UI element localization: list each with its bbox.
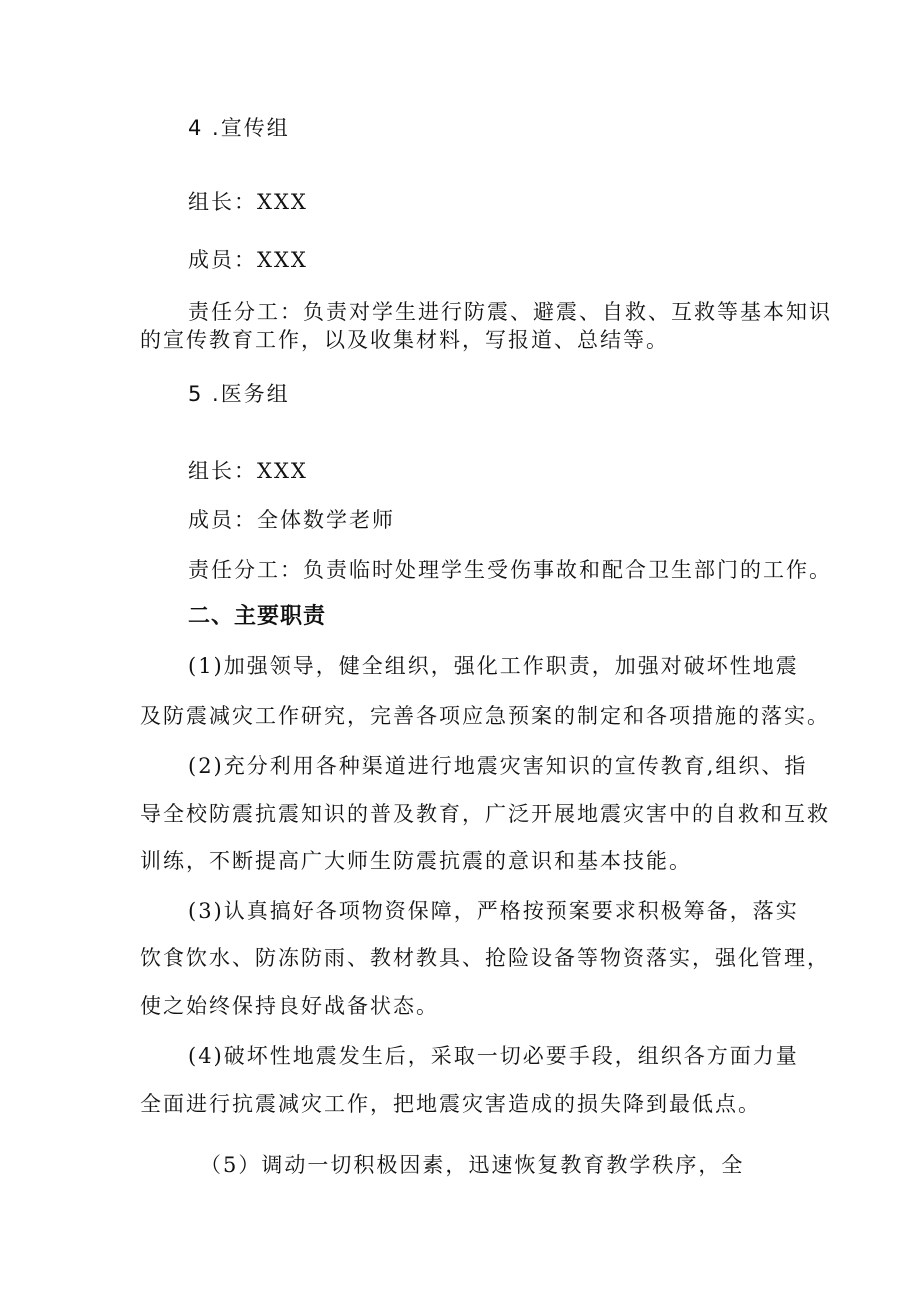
item-4-line-1: (4)破坏性地震发生后，采取一切必要手段，组织各方面力量 xyxy=(188,1044,799,1068)
item-3-line-2: 饮食饮水、防冻防雨、教材教具、抢险设备等物资落实，强化管理， xyxy=(140,946,830,970)
item-1-line-2: 及防震减灾工作研究，完善各项应急预案的制定和各项措施的落实。 xyxy=(140,704,830,728)
section-5-members: 成员：全体数学老师 xyxy=(188,508,395,532)
item-2-line-2: 导全校防震抗震知识的普及教育，广泛开展地震灾害中的自救和互救 xyxy=(140,802,830,826)
section-5-leader: 组长：XXX xyxy=(188,459,308,483)
item-1-line-1: (1)加强领导，健全组织，强化工作职责，加强对破坏性地震 xyxy=(188,654,799,678)
item-2-line-1: (2)充分利用各种渠道进行地震灾害知识的宣传教育,组织、指 xyxy=(188,754,808,778)
section-4-members: 成员：XXX xyxy=(188,248,308,272)
section-4-duty-line-2: 的宣传教育工作，以及收集材料，写报道、总结等。 xyxy=(140,328,669,352)
item-4-line-2: 全面进行抗震减灾工作，把地震灾害造成的损失降到最低点。 xyxy=(140,1092,761,1116)
item-3-line-1: (3)认真搞好各项物资保障，严格按预案要求积极筹备，落实 xyxy=(188,899,799,923)
section-4-duty-line-1: 责任分工：负责对学生进行防震、避震、自救、互救等基本知识 xyxy=(188,300,832,324)
section-5-title: 5 .医务组 xyxy=(188,382,290,406)
section-4-leader: 组长：XXX xyxy=(188,190,308,214)
part-2-heading: 二、主要职责 xyxy=(188,604,327,629)
section-5-duty: 责任分工：负责临时处理学生受伤事故和配合卫生部门的工作。 xyxy=(188,558,832,582)
section-4-title: 4 .宣传组 xyxy=(188,116,290,140)
item-5-line-1: （5）调动一切积极因素，迅速恢复教育教学秩序，全 xyxy=(200,1153,745,1177)
item-2-line-3: 训练，不断提高广大师生防震抗震的意识和基本技能。 xyxy=(140,849,692,873)
item-3-line-3: 使之始终保持良好战备状态。 xyxy=(140,994,439,1018)
